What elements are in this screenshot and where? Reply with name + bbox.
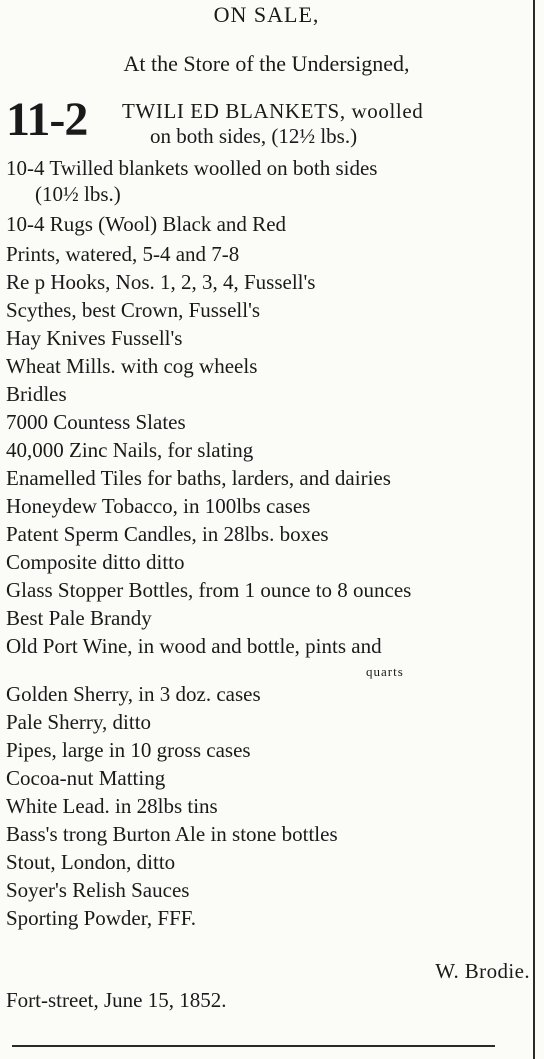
list-item: Enamelled Tiles for baths, larders, and dairies: [6, 466, 391, 490]
lead-item-line-1: TWILI ED BLANKETS, woolled: [122, 99, 424, 123]
list-item: Pipes, large in 10 gross cases: [6, 738, 251, 762]
ad-subtitle: At the Store of the Undersigned,: [123, 51, 410, 76]
lead-item-line-2: on both sides, (12½ lbs.): [150, 124, 358, 148]
signature: W. Brodie.: [435, 959, 530, 983]
list-item-continuation: quarts: [366, 664, 404, 679]
list-item: 10-4 Twilled blankets woolled on both sides: [6, 156, 378, 180]
list-item: Sporting Powder, FFF.: [6, 906, 197, 930]
list-item: Re p Hooks, Nos. 1, 2, 3, 4, Fussell's: [6, 270, 316, 294]
list-item: Scythes, best Crown, Fussell's: [6, 298, 261, 322]
lead-item-number: 11-2: [6, 93, 88, 146]
list-item: Glass Stopper Bottles, from 1 ounce to 8 ounces: [6, 578, 412, 602]
list-item: 7000 Countess Slates: [6, 410, 186, 434]
list-item: Honeydew Tobacco, in 100lbs cases: [6, 494, 311, 518]
list-item: White Lead. in 28lbs tins: [6, 794, 218, 818]
place-date: Fort-street, June 15, 1852.: [6, 988, 227, 1012]
list-item: Hay Knives Fussell's: [6, 326, 183, 350]
list-item: Prints, watered, 5-4 and 7-8: [6, 242, 240, 266]
list-item: Composite ditto ditto: [6, 550, 185, 574]
ad-title: ON SALE,: [213, 2, 320, 27]
list-item: Wheat Mills. with cog wheels: [6, 354, 258, 378]
list-item: Golden Sherry, in 3 doz. cases: [6, 682, 261, 706]
list-item: Best Pale Brandy: [6, 606, 152, 630]
list-item: Stout, London, ditto: [6, 850, 176, 874]
list-item: 10-4 Rugs (Wool) Black and Red: [6, 212, 287, 236]
list-item: Bridles: [6, 382, 67, 406]
list-item: Soyer's Relish Sauces: [6, 878, 190, 902]
list-item: 40,000 Zinc Nails, for slating: [6, 438, 254, 462]
bottom-divider: [12, 1045, 495, 1047]
list-item: (10½ lbs.): [35, 182, 121, 206]
list-item: Old Port Wine, in wood and bottle, pints and: [6, 634, 382, 658]
column-rule: [533, 0, 535, 1059]
list-item: Cocoa-nut Matting: [6, 766, 166, 790]
list-item: Bass's trong Burton Ale in stone bottles: [6, 822, 338, 846]
list-item: Patent Sperm Candles, in 28lbs. boxes: [6, 522, 329, 546]
list-item: Pale Sherry, ditto: [6, 710, 152, 734]
